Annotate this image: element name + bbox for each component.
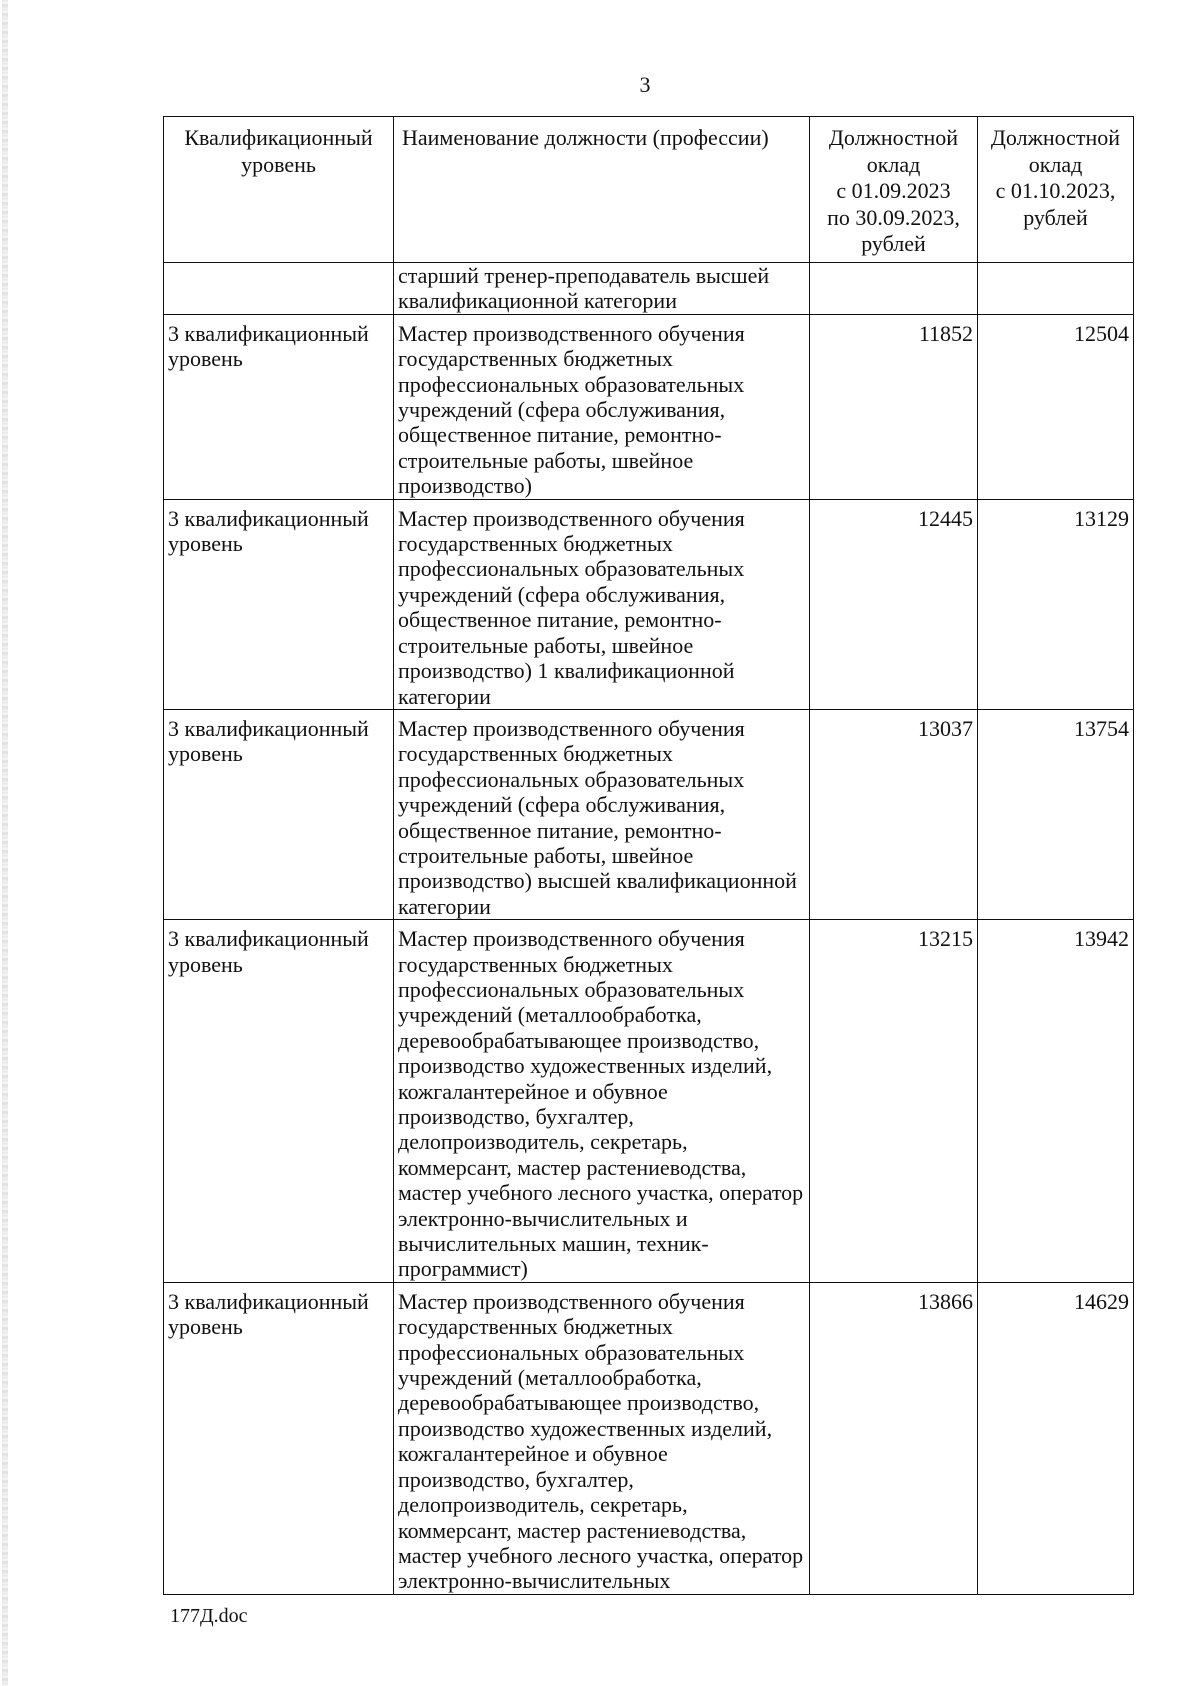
table-row: [164, 499, 1134, 709]
header-salary-oct-line: с 01.10.2023,: [995, 178, 1116, 203]
cell-salary-sep: 13866: [810, 1282, 978, 1594]
cell-level: 3 квалификационный уровень: [164, 1282, 394, 1594]
header-level: Квалификационный уровень: [164, 117, 394, 263]
cell-level: 3 квалификационный уровень: [164, 709, 394, 919]
header-salary-oct-line: оклад: [1028, 151, 1083, 177]
table-row: [164, 709, 1134, 919]
header-salary-sep-line: с 01.09.2023: [836, 178, 951, 203]
cell-salary-oct: 13754: [978, 709, 1134, 919]
header-salary-sep-line: оклад: [866, 151, 921, 177]
header-salary-sep-line: Должностной: [828, 125, 959, 150]
cell-position: Мастер производственного обучения государственных бюджетных профессиональных образовательных учреждений (сфера обслуживания, общественное питание, ремонтно-строительные работы, швейное производство) высшей квалификационной категории: [394, 709, 810, 919]
cell-salary-oct: 14629: [978, 1282, 1134, 1594]
table-header-row: [164, 117, 1134, 263]
cell-salary-oct: 13942: [978, 920, 1134, 1283]
header-salary-sep-line: по 30.09.2023,: [827, 204, 960, 230]
table-row: [164, 1282, 1134, 1594]
cell-salary-oct: 13129: [978, 499, 1134, 709]
header-salary-sep-line: рублей: [861, 231, 926, 256]
cell-salary-sep: 12445: [810, 499, 978, 709]
scan-edge: [2, 0, 8, 1686]
cell-level: [164, 263, 394, 315]
cell-salary-sep: 13037: [810, 709, 978, 919]
cell-position: Мастер производственного обучения государственных бюджетных профессиональных образовательных учреждений (сфера обслуживания, общественное питание, ремонтно-строительные работы, швейное производство) 1 квалификационной категории: [394, 499, 810, 709]
cell-salary-sep: [810, 263, 978, 315]
cell-position: Мастер производственного обучения государственных бюджетных профессиональных образовательных учреждений (металлообработка, деревообрабатывающее производство, производство художественных изделий, кожгалантерейное и обувное производство, бухгалтер, делопроизводитель, секретарь, коммерсант, мастер растениеводства, мастер учебного лесного участка, оператор электронно-вычислительных и вычислительных машин, техник-программист): [394, 920, 810, 1283]
cell-salary-oct: [978, 263, 1134, 315]
salary-table: [163, 116, 1134, 1595]
cell-level: 3 квалификационный уровень: [164, 920, 394, 1283]
header-salary-oct-line: Должностной: [990, 125, 1121, 150]
table-row: [164, 314, 1134, 499]
cell-salary-sep: 13215: [810, 920, 978, 1283]
header-position: Наименование должности (профессии): [394, 117, 810, 263]
cell-salary-sep: 11852: [810, 314, 978, 499]
cell-position: Мастер производственного обучения государственных бюджетных профессиональных образовательных учреждений (сфера обслуживания, общественное питание, ремонтно-строительные работы, швейное производство): [394, 314, 810, 499]
table-row: [164, 263, 1134, 315]
header-salary-sep: [810, 117, 978, 263]
footer-filename: 177Д.doc: [170, 1605, 248, 1627]
header-salary-oct: [978, 117, 1134, 263]
cell-salary-oct: 12504: [978, 314, 1134, 499]
header-salary-oct-line: рублей: [1023, 204, 1088, 230]
cell-position: старший тренер-преподаватель высшей квалификационной категории: [394, 263, 810, 315]
cell-level: 3 квалификационный уровень: [164, 499, 394, 709]
cell-level: 3 квалификационный уровень: [164, 314, 394, 499]
table-row: [164, 920, 1134, 1283]
cell-position: Мастер производственного обучения государственных бюджетных профессиональных образовательных учреждений (металлообработка, деревообрабатывающее производство, производство художественных изделий, кожгалантерейное и обувное производство, бухгалтер, делопроизводитель, секретарь, коммерсант, мастер растениеводства, мастер учебного лесного участка, оператор электронно-вычислительных: [394, 1282, 810, 1594]
page-number: 3: [639, 72, 651, 97]
